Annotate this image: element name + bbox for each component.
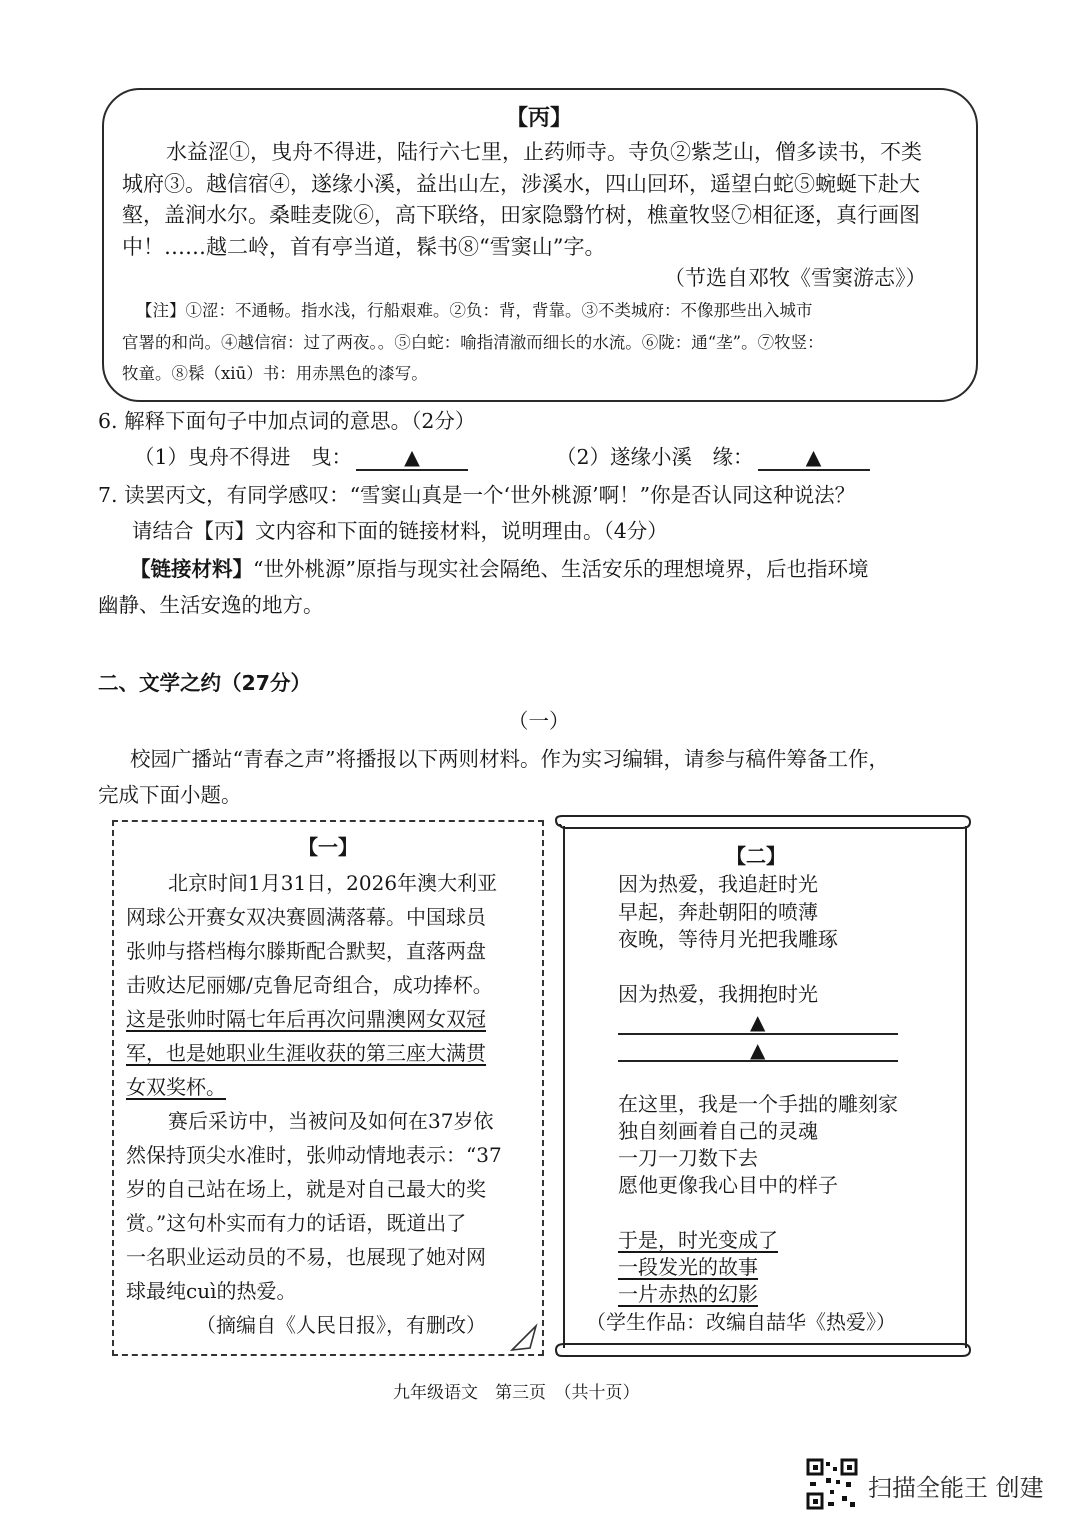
blank-marker: ▲: [404, 445, 420, 469]
material-1-line-7: 岁的自己站在场上，就是对自己最大的奖: [126, 1177, 486, 1201]
passage-c-note-3: 牧童。⑧髹（xiū）书：用赤黑色的漆写。: [122, 364, 428, 383]
poem-blank-marker-1: ▲: [750, 1010, 766, 1034]
material-1-line-1: 北京时间1月31日，2026年澳大利亚: [168, 871, 498, 895]
poem-answer-line-2[interactable]: [618, 1060, 898, 1062]
question-6-2: [556, 442, 870, 472]
poem-line-4: 因为热爱，我拥抱时光: [618, 982, 818, 1006]
passage-c-line-3: 壑，盖涧水尔。桑畦麦陇⑥，高下联络，田家隐翳竹树，樵童牧竖⑦相征逐，真行画图: [122, 203, 920, 227]
poem-blank-marker-2: ▲: [750, 1038, 766, 1062]
material-1-underlined-3: 女双奖杯。: [126, 1075, 226, 1099]
scroll-bottom-roll-icon: [554, 1340, 974, 1362]
poem-line-1: 因为热爱，我追赶时光: [618, 872, 818, 896]
material-1-underlined-2: 军，也是她职业生涯收获的第三座大满贯: [126, 1041, 486, 1065]
blank-marker: ▲: [805, 445, 822, 469]
material-1-line-2: 网球公开赛女双决赛圆满落幕。中国球员: [126, 905, 486, 929]
answer-blank-1[interactable]: [356, 445, 468, 471]
question-6-1: [134, 442, 468, 472]
passage-c-line-1: 水益涩①，曳舟不得进，陆行六七里，止药师寺。寺负②紫芝山，僧多读书，不类: [166, 140, 922, 164]
material-1-line-5: 赛后采访中，当被问及如何在37岁依: [168, 1109, 494, 1133]
poem-line-2: 早起，奔赴朝阳的喷薄: [618, 900, 818, 924]
poem-line-7: 一刀一刀数下去: [618, 1146, 758, 1170]
question-6-1-text: （1）曳舟不得进 曳：: [134, 445, 353, 469]
passage-c-line-4: 中！……越二岭，首有亭当道，髹书⑧“雪窦山”字。: [122, 235, 606, 259]
poem-line-6: 独自刻画着自己的灵魂: [618, 1119, 818, 1143]
material-1-line-10: 球最纯cuì的热爱。: [126, 1279, 297, 1303]
material-1-underlined-1: 这是张帅时隔七年后再次问鼎澳网女双冠: [126, 1007, 486, 1031]
passage-c-line-2: 城府③。越信宿④，遂缘小溪，益出山左，涉溪水，四山回环，遥望白蛇⑤蜿蜒下赴大: [122, 172, 920, 196]
section-2-intro-2: 完成下面小题。: [98, 783, 242, 807]
question-6: 6. 解释下面句子中加点词的意思。（2分）: [98, 409, 476, 433]
passage-c-title: 【丙】: [506, 105, 573, 131]
poem-line-5: 在这里，我是一个手拙的雕刻家: [618, 1092, 898, 1116]
section-2-intro-1: 校园广播站“青春之声”将播报以下两则材料。作为实习编辑，请参与稿件筹备工作，: [130, 747, 889, 771]
poem-line-3: 夜晚，等待月光把我雕琢: [618, 927, 838, 951]
material-1-line-8: 赏。”这句朴实而有力的话语，既道出了: [126, 1211, 467, 1235]
question-7-line-1: 7. 读罢丙文，有同学感叹：“雪窦山真是一个‘世外桃源’啊！”你是否认同这种说法？: [98, 483, 856, 507]
qr-code-icon: [806, 1458, 858, 1510]
passage-c-source: （节选自邓牧《雪窦游志》）: [664, 266, 927, 290]
material-1-line-3: 张帅与搭档梅尔滕斯配合默契，直落两盘: [126, 939, 486, 963]
scanner-watermark: 扫描全能王 创建: [868, 1474, 1044, 1502]
link-material-line-1: [130, 554, 868, 584]
material-1-source: （摘编自《人民日报》，有删改）: [196, 1313, 486, 1337]
link-material-text: “世外桃源”原指与现实社会隔绝、生活安乐的理想境界，后也指环境: [253, 557, 869, 581]
question-6-2-text: （2）遂缘小溪 缘：: [556, 445, 754, 469]
answer-blank-2[interactable]: [758, 445, 870, 471]
material-1-title: 【一】: [298, 835, 358, 859]
material-1-line-6: 然保持顶尖水准时，张帅动情地表示：“37: [126, 1143, 502, 1167]
poem-line-8: 愿他更像我心目中的样子: [618, 1173, 838, 1197]
material-1-line-9: 一名职业运动员的不易，也展现了她对网: [126, 1245, 486, 1269]
question-7-line-2: 请结合【丙】文内容和下面的链接材料，说明理由。（4分）: [132, 519, 668, 543]
passage-c-note-2: 官署的和尚。④越信宿：过了两夜。。⑤白蛇：喻指清澈而细长的水流。⑥陇：通“垄”。⑦牧竖：: [122, 333, 824, 352]
link-material-line-2: 幽静、生活安逸的地方。: [98, 593, 324, 617]
poem-line-11: 一片赤热的幻影: [618, 1282, 758, 1306]
poem-line-9: 于是，时光变成了: [618, 1228, 778, 1252]
passage-c-note-1: 【注】①涩：不通畅。指水浅，行船艰难。②负：背，背靠。③不类城府：不像那些出入城市: [136, 301, 813, 320]
page-curl-icon: [510, 1322, 538, 1352]
section-2-heading: 二、文学之约（27分）: [98, 671, 312, 695]
section-2-subheading: （一）: [508, 709, 570, 733]
poem-line-10: 一段发光的故事: [618, 1255, 758, 1279]
material-2-title: 【二】: [726, 844, 786, 868]
link-material-label: 【链接材料】: [130, 557, 253, 581]
page-footer: 九年级语文 第三页 （共十页）: [393, 1383, 640, 1403]
poem-answer-line-1[interactable]: [618, 1033, 898, 1035]
material-1-line-4: 击败达尼丽娜/克鲁尼奇组合，成功捧杯。: [126, 973, 493, 997]
material-2-source: （学生作品：改编自喆华《热爱》）: [586, 1310, 896, 1334]
